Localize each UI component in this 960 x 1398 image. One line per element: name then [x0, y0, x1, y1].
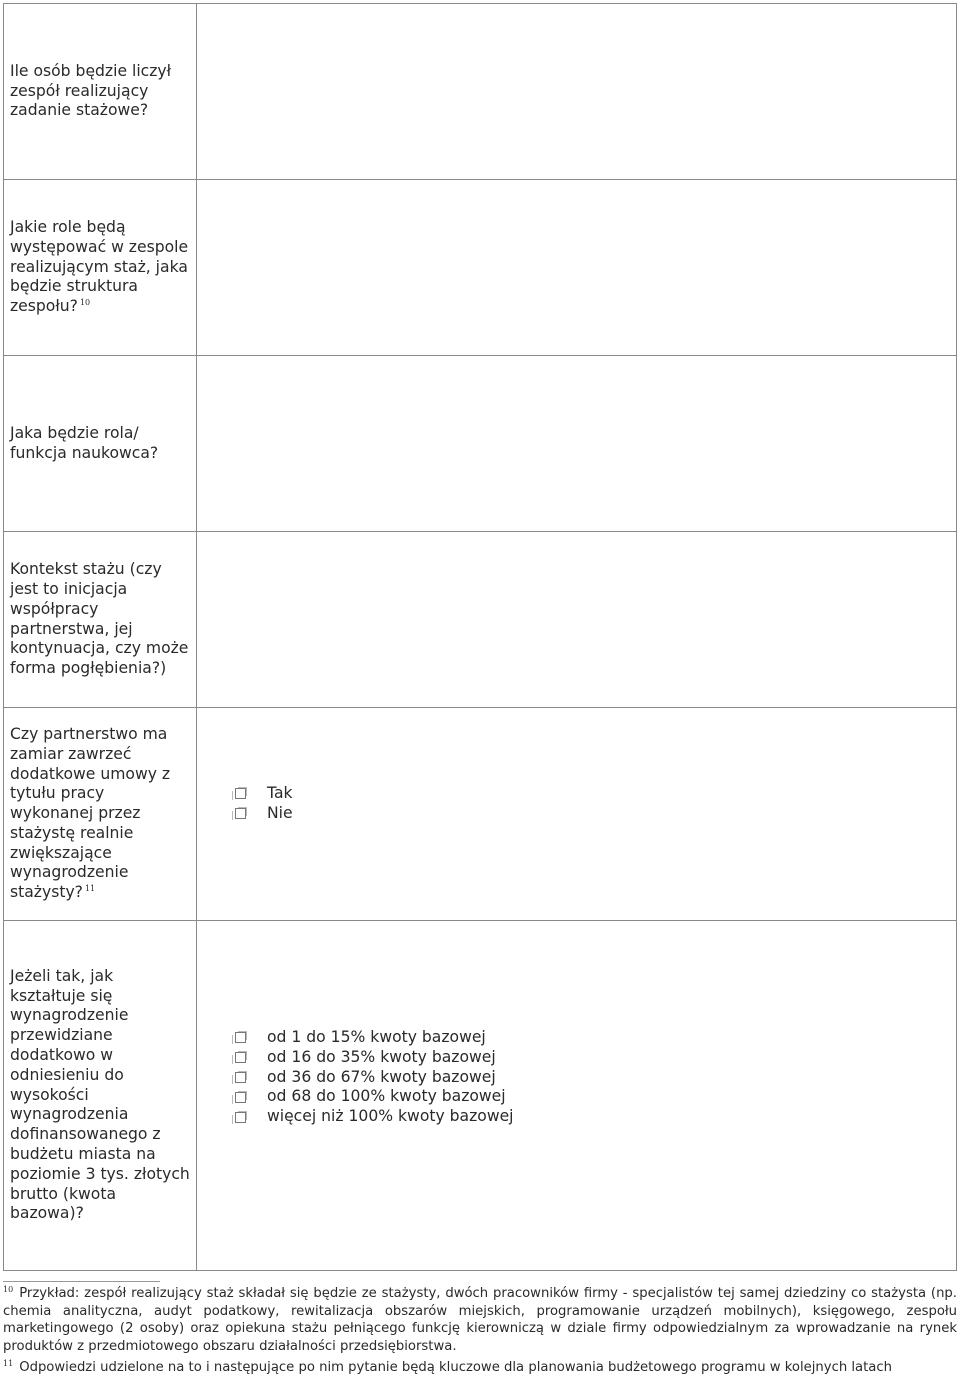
question-team-size: Ile osób będzie liczył zespół realizujący zadanie stażowe? — [10, 61, 172, 120]
table-row — [4, 921, 957, 1271]
option-nie[interactable] — [235, 804, 956, 824]
question-internship-context: Kontekst stażu (czy jest to inicjacja współpracy partnerstwa, jej kontynuacja, czy może forma pogłębienia?) — [10, 560, 189, 678]
option-label: od 36 do 67% kwoty bazowej — [267, 1067, 496, 1086]
footnotes — [3, 1281, 957, 1381]
option-label: od 1 do 15% kwoty bazowej — [267, 1028, 486, 1046]
answer-options-cell — [197, 921, 957, 1271]
question-cell — [4, 356, 197, 532]
question-cell — [4, 180, 197, 356]
yes-no-options — [235, 784, 956, 824]
table-row — [4, 180, 957, 356]
option-tak[interactable] — [235, 784, 956, 804]
question-cell — [4, 4, 197, 180]
checkbox[interactable] — [235, 1072, 246, 1083]
footnote-11 — [3, 1359, 957, 1377]
answer-field-scientist-role[interactable] — [197, 356, 957, 532]
table-row — [4, 532, 957, 708]
table-row — [4, 708, 957, 921]
footnote-ref[interactable]: 10 — [79, 298, 91, 307]
table-row — [4, 356, 957, 532]
question-scientist-role: Jaka będzie rola/ funkcja naukowca? — [10, 423, 159, 462]
salary-range-options — [235, 1028, 956, 1127]
footnote-10 — [3, 1285, 957, 1355]
question-extra-salary: Jeżeli tak, jak kształtuje się wynagrodzenie przewidziane dodatkowo w odniesieniu do wysokości wynagrodzenia dofinansowanego z budżetu miasta na poziomie 3 tys. złotych brutto (kwota bazowa)? — [10, 966, 190, 1223]
answer-options-cell — [197, 708, 957, 921]
option-label: Nie — [267, 803, 293, 822]
footnote-text: Odpowiedzi udzielone na to i następujące po nim pytanie będą kluczowe dla planowania budżetowego programu w kolejnych latach — [19, 1360, 893, 1376]
footnote-ref[interactable]: 11 — [84, 884, 96, 894]
question-cell — [4, 921, 197, 1271]
option-label: od 16 do 35% kwoty bazowej — [267, 1047, 496, 1066]
option-label: od 68 do 100% kwoty bazowej — [267, 1087, 506, 1106]
checkbox[interactable] — [235, 788, 246, 799]
table-row — [4, 4, 957, 180]
footnote-text: Przykład: zespół realizujący staż składał się będzie ze stażysty, dwóch pracowników firmy - specjalistów tej samej dziedziny co stażysta (np. chemia analityczna, audyt podatkowy, rewitalizacja obszarów miejskich, programowanie urządzeń mobilnych), księgowego, zespołu marketingowego (2 osoby) oraz opiekuna stażu pełniącego funkcję kierowniczą w dziale firmy odpowiedzialnym za wprowadzanie na rynek produktów z przedmiotowego obszaru działalności przedsiębiorstwa. — [3, 1286, 957, 1354]
option-over-100[interactable] — [235, 1107, 956, 1127]
question-team-roles: Jakie role będą występować w zespole realizującym staż, jaka będzie struktura zespołu? $^{10}$ — [10, 218, 189, 316]
checkbox[interactable] — [235, 808, 246, 819]
option-68-100[interactable] — [235, 1087, 956, 1107]
checkbox[interactable] — [235, 1092, 246, 1103]
checkbox[interactable] — [235, 1112, 246, 1123]
footnote-divider — [3, 1281, 160, 1282]
option-label: więcej niż 100% kwoty bazowej — [267, 1107, 514, 1126]
option-36-67[interactable] — [235, 1068, 956, 1088]
option-16-35[interactable] — [235, 1048, 956, 1068]
answer-field-team-size[interactable] — [197, 4, 957, 180]
option-label: Tak — [267, 784, 293, 802]
footnote-number: 11 — [3, 1358, 14, 1368]
checkbox[interactable] — [235, 1052, 246, 1063]
footnote-number: 10 — [3, 1284, 14, 1294]
question-cell — [4, 532, 197, 708]
form-table — [3, 3, 957, 1271]
answer-field-internship-context[interactable] — [197, 532, 957, 708]
question-additional-contracts: Czy partnerstwo ma zamiar zawrzeć dodatkowe umowy z tytułu pracy wykonanej przez stażystę realnie zwiększające wynagrodzenie stażysty? $^{11}$ — [10, 724, 171, 902]
checkbox[interactable] — [235, 1032, 246, 1043]
option-1-15[interactable] — [235, 1028, 956, 1048]
answer-field-team-roles[interactable] — [197, 180, 957, 356]
question-cell — [4, 708, 197, 921]
